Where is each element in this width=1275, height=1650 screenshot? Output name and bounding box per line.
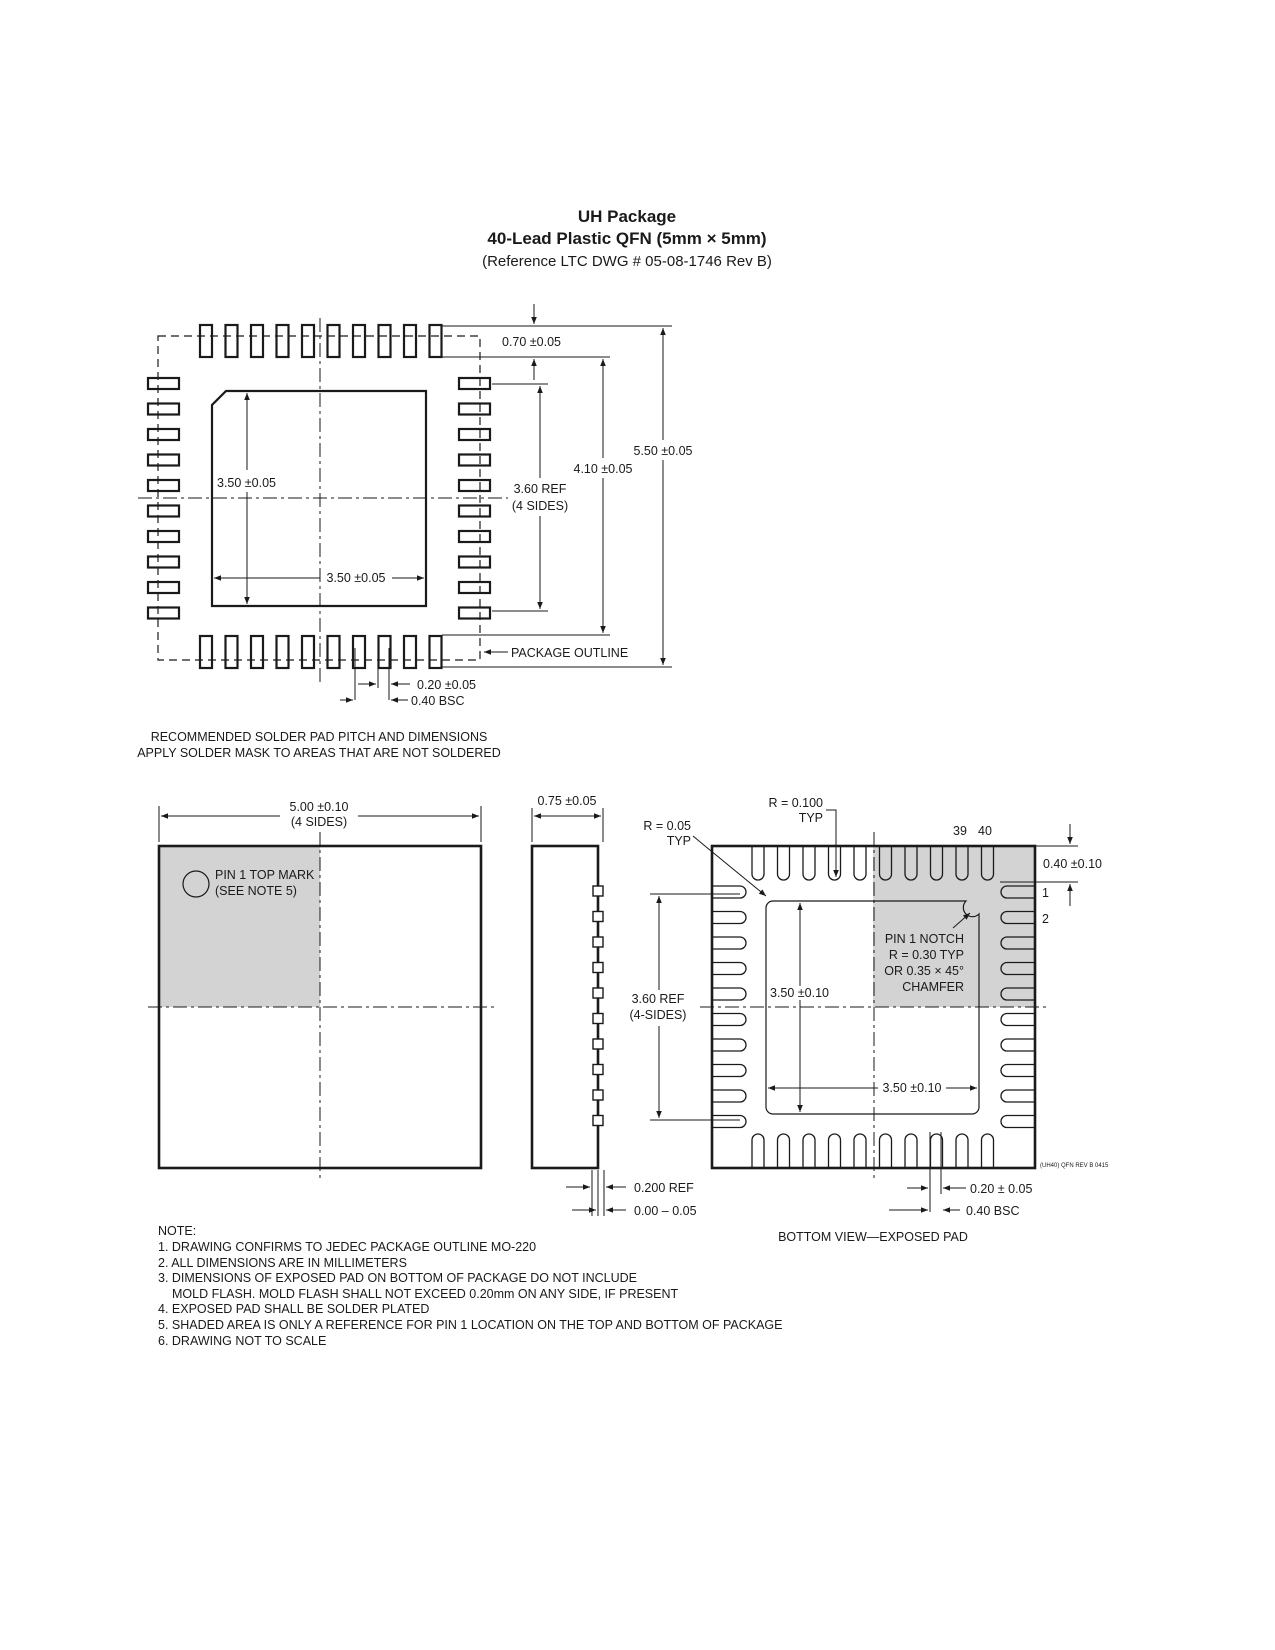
dim-standoff: 0.00 – 0.05 [634,1204,697,1218]
radius-corner-label: R = 0.05 [643,819,691,833]
dim-inner-span: 4.10 ±0.05 [573,462,633,476]
solder-pad-left [148,378,179,389]
pin-40-label: 40 [978,824,992,838]
lead-right [1001,1039,1035,1051]
solder-pad-top [200,325,212,357]
solder-pad-bottom [302,636,314,668]
solder-pad-bottom [404,636,416,668]
pin1-top-mark-note: (SEE NOTE 5) [215,884,297,898]
solder-pad-left [148,506,179,517]
page-reference: (Reference LTC DWG # 05-08-1746 Rev B) [482,253,772,270]
pin-2-label: 2 [1042,912,1049,926]
solder-pad-bottom [200,636,212,668]
pin1-top-mark-label: PIN 1 TOP MARK [215,868,315,882]
lead-left [712,937,746,949]
solder-pad-right [459,608,490,619]
dim-exposed-pad-horizontal: 3.50 ±0.10 [882,1081,942,1095]
note-3-continued: MOLD FLASH. MOLD FLASH SHALL NOT EXCEED 0.20mm ON ANY SIDE, IF PRESENT [172,1287,679,1301]
solder-pad-top [404,325,416,357]
solder-pad-bottom [277,636,289,668]
note-5: 5. SHADED AREA IS ONLY A REFERENCE FOR PIN 1 LOCATION ON THE TOP AND BOTTOM OF PACKAGE [158,1318,783,1332]
dim-pad-center-horizontal: 3.50 ±0.05 [326,571,386,585]
dim-lead-span-ref-sides: (4-SIDES) [629,1008,687,1022]
lead-bottom [829,1134,841,1168]
solder-pad-top [302,325,314,357]
lead-right [1001,1065,1035,1077]
side-view-labels [538,794,697,1218]
solder-pad-top [353,325,365,357]
solder-pad-right [459,506,490,517]
header [482,207,772,270]
lead-left [712,1014,746,1026]
solder-pad-top [226,325,238,357]
pin1-notch-radius: R = 0.30 TYP [888,948,964,962]
solder-caption-line2: APPLY SOLDER MASK TO AREAS THAT ARE NOT SOLDERED [137,746,501,760]
dim-lead-thickness: 0.200 REF [634,1181,694,1195]
solder-pad-right [459,557,490,568]
lead-right [1001,1116,1035,1128]
solder-pad-right [459,455,490,466]
lead-left [712,886,746,898]
side-lead [593,912,603,922]
notes [158,1224,782,1348]
solder-pad-bottom [430,636,442,668]
bottom-view [650,810,1078,1212]
dim-body-width-sides: (4 SIDES) [290,815,348,829]
dim-pad-length: 0.70 ±0.05 [502,335,561,349]
solder-pad-left [148,404,179,415]
dim-lead-span-ref: 3.60 REF [631,992,685,1006]
note-3: 3. DIMENSIONS OF EXPOSED PAD ON BOTTOM OF PACKAGE DO NOT INCLUDE [158,1271,638,1285]
side-lead [593,988,603,998]
solder-pad-top [251,325,263,357]
side-lead [593,1065,603,1075]
lead-bottom [880,1134,892,1168]
pin1-notch-chamfer: OR 0.35 × 45° [884,964,964,978]
radius-corner-typ: TYP [666,834,691,848]
package-outline-label: PACKAGE OUTLINE [511,646,629,660]
side-lead [593,963,603,973]
dim-land-ref: 3.60 REF [513,482,567,496]
dim-lead-width: 0.20 ± 0.05 [970,1182,1033,1196]
dim-land-ref-sides: (4 SIDES) [511,499,569,513]
dim-pad-width: 0.20 ±0.05 [417,678,476,692]
side-lead [593,1090,603,1100]
lead-bottom [982,1134,994,1168]
radius-lead-label: R = 0.100 [768,796,823,810]
notes-heading: NOTE: [158,1224,197,1238]
radius-lead-typ: TYP [798,811,823,825]
lead-top [752,846,764,880]
top-view [148,806,496,1182]
page-subtitle: 40-Lead Plastic QFN (5mm × 5mm) [487,229,767,248]
side-lead [593,1014,603,1024]
lead-bottom [803,1134,815,1168]
dim-outer-span: 5.50 ±0.05 [633,444,693,458]
dim-exposed-pad-vertical: 3.50 ±0.10 [770,986,829,1000]
lead-bottom [905,1134,917,1168]
lead-left [712,988,746,1000]
dim-package-height: 0.75 ±0.05 [537,794,597,808]
side-lead [593,886,603,896]
lead-bottom [956,1134,968,1168]
note-2: 2. ALL DIMENSIONS ARE IN MILLIMETERS [158,1256,407,1270]
side-view-body [532,846,598,1168]
solder-pad-left [148,608,179,619]
solder-pad-left [148,531,179,542]
solder-pad-right [459,378,490,389]
side-view [532,808,626,1216]
bottom-view-caption: BOTTOM VIEW—EXPOSED PAD [778,1230,968,1244]
solder-pad-right [459,582,490,593]
solder-pad-bottom [226,636,238,668]
pin-39-label: 39 [953,824,967,838]
solder-pad-bottom [328,636,340,668]
side-lead [593,937,603,947]
dim-pad-pitch: 0.40 BSC [411,694,465,708]
solder-pad-left [148,429,179,440]
solder-pad-labels [137,335,692,760]
pad-row-top [200,325,442,357]
solder-pad-top [430,325,442,357]
note-6: 6. DRAWING NOT TO SCALE [158,1334,327,1348]
lead-left [712,963,746,975]
lead-left [712,1090,746,1102]
dim-lead-pitch: 0.40 BSC [966,1204,1020,1218]
solder-pad-right [459,429,490,440]
side-lead [593,1116,603,1126]
solder-pad-left [148,557,179,568]
lead-left [712,912,746,924]
solder-pad-left [148,480,179,491]
solder-pad-bottom [251,636,263,668]
lead-left [712,1039,746,1051]
pin1-notch-label: PIN 1 NOTCH [884,932,964,946]
dim-pad-center-vertical: 3.50 ±0.05 [217,476,276,490]
note-4: 4. EXPOSED PAD SHALL BE SOLDER PLATED [158,1302,430,1316]
solder-pad-left [148,455,179,466]
lead-right [1001,1090,1035,1102]
note-1: 1. DRAWING CONFIRMS TO JEDEC PACKAGE OUTLINE MO-220 [158,1240,537,1254]
solder-pad-top [328,325,340,357]
lead-top [803,846,815,880]
lead-top [829,846,841,880]
lead-top [778,846,790,880]
pin1-notch-chamfer-label: CHAMFER [902,980,964,994]
lead-left [712,1065,746,1077]
solder-pad-right [459,531,490,542]
lead-left [712,1116,746,1128]
pad-row-bottom [200,636,442,668]
solder-pad-right [459,404,490,415]
bottom-view-labels [630,796,1109,1244]
solder-pad-right [459,480,490,491]
lead-right [1001,1014,1035,1026]
lead-bottom [854,1134,866,1168]
solder-pad-view [138,304,672,700]
dim-lead-length: 0.40 ±0.10 [1043,857,1102,871]
dim-body-width: 5.00 ±0.10 [289,800,349,814]
drawing-code: (UH40) QFN REV B 0415 [1040,1163,1109,1169]
lead-bottom [752,1134,764,1168]
lead-top [854,846,866,880]
solder-pad-left [148,582,179,593]
page-title: UH Package [577,207,677,226]
side-lead [593,1039,603,1049]
solder-pad-top [277,325,289,357]
solder-caption-line1: RECOMMENDED SOLDER PAD PITCH AND DIMENSIONS [150,730,488,744]
lead-bottom [778,1134,790,1168]
pin-1-label: 1 [1042,886,1049,900]
solder-pad-top [379,325,391,357]
